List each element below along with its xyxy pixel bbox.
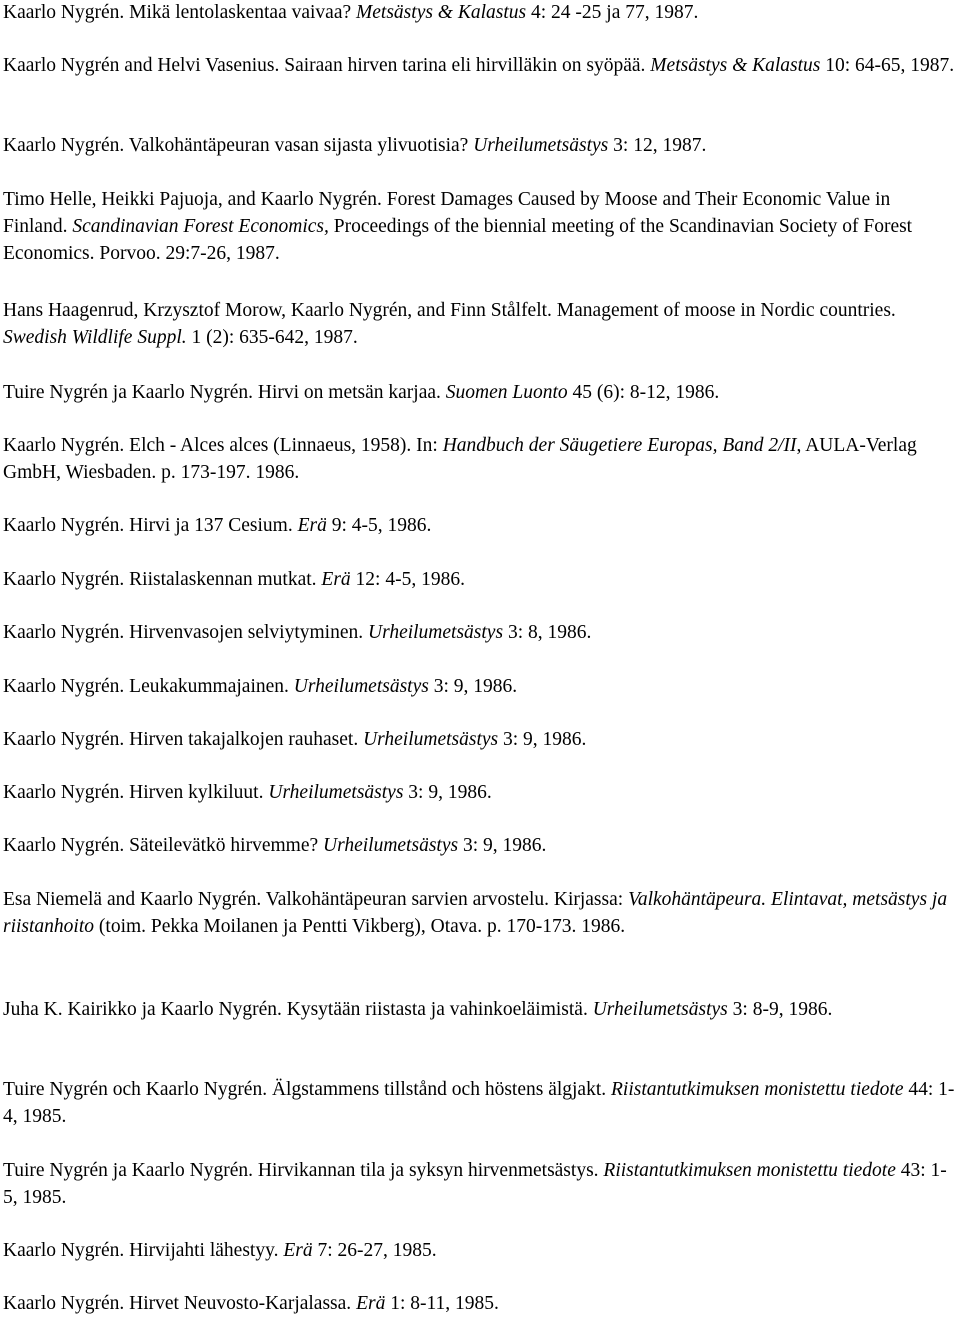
ref-segment: Tuire Nygrén ja Kaarlo Nygrén. Hirvi on metsän karjaa. <box>3 382 446 403</box>
ref-segment: Esa Niemelä and Kaarlo Nygrén. Valkohäntäpeuran sarvien arvostelu. Kirjassa: <box>3 889 629 910</box>
ref-segment: 44: 1-4, 1985. <box>3 1079 955 1127</box>
reference-entry <box>3 52 958 79</box>
ref-segment-journal: Erä <box>321 569 351 590</box>
ref-segment-book-title: Valkohäntäpeura. Elintavat, metsästys ja riistanhoito <box>3 889 948 937</box>
reference-entry <box>3 619 958 646</box>
ref-segment: 1 (2): 635-642, 1987. <box>186 327 358 348</box>
reference-entry <box>3 132 958 159</box>
ref-segment: Kaarlo Nygrén. Hirvet Neuvosto-Karjalassa. <box>3 1293 357 1314</box>
reference-entry <box>3 996 958 1023</box>
reference-entry <box>3 512 958 539</box>
reference-entry <box>3 832 958 859</box>
ref-segment: Kaarlo Nygrén. Mikä lentolaskentaa vaivaa? <box>3 2 357 23</box>
reference-entry <box>3 673 958 700</box>
ref-segment: 3: 9, 1986. <box>428 676 518 697</box>
ref-segment-journal: Metsästys & Kalastus <box>650 55 821 76</box>
ref-segment: Kaarlo Nygrén. Hirvijahti lähestyy. <box>3 1240 284 1261</box>
ref-segment-journal: Urheilumetsästys <box>363 729 499 750</box>
reference-entry <box>3 886 958 940</box>
ref-segment: 3: 9, 1986. <box>458 835 547 856</box>
ref-segment-journal: Urheilumetsästys <box>293 676 429 697</box>
ref-segment: 3: 8-9, 1986. <box>727 999 833 1020</box>
ref-segment: 7: 26-27, 1985. <box>312 1240 437 1261</box>
ref-segment: Proceedings of the biennial meeting of the Scandinavian Society of Forest Economics. Porvoo. 29:7-26, 1987. <box>3 216 913 264</box>
ref-segment-journal: Metsästys & Kalastus <box>356 2 527 23</box>
ref-segment: Kaarlo Nygrén. Hirvenvasojen selviytyminen. <box>3 622 368 643</box>
ref-segment-journal: Urheilumetsästys <box>473 135 609 156</box>
ref-segment-journal: Swedish Wildlife Suppl. <box>3 327 187 348</box>
ref-segment: 3: 12, 1987. <box>608 135 707 156</box>
reference-entry <box>3 779 958 806</box>
ref-segment: 4: 24 -25 ja 77, 1987. <box>526 2 699 23</box>
ref-segment: 43: 1-5, 1985. <box>3 1160 947 1208</box>
ref-segment: Kaarlo Nygrén. Riistalaskennan mutkat. <box>3 569 322 590</box>
ref-segment: Kaarlo Nygrén. Elch - Alces alces (Linnaeus, 1958). In: <box>3 435 443 456</box>
reference-entry <box>3 1290 958 1317</box>
ref-segment: Kaarlo Nygrén. Hirvi ja 137 Cesium. <box>3 515 298 536</box>
ref-segment: (toim. Pekka Moilanen ja Pentti Vikberg), Otava. p. 170-173. 1986. <box>94 916 626 937</box>
ref-segment: Kaarlo Nygrén. Hirven kylkiluut. <box>3 782 269 803</box>
ref-segment: Kaarlo Nygrén. Leukakummajainen. <box>3 676 294 697</box>
ref-segment: Kaarlo Nygrén. Valkohäntäpeuran vasan sijasta ylivuotisia? <box>3 135 474 156</box>
ref-segment: 9: 4-5, 1986. <box>326 515 432 536</box>
ref-segment-journal: Urheilumetsästys <box>323 835 459 856</box>
ref-segment: Hans Haagenrud, Krzysztof Morow, Kaarlo Nygrén, and Finn Stålfelt. Management of moose in Nordic countries. <box>3 300 896 321</box>
reference-entry <box>3 726 958 753</box>
ref-segment: 3: 9, 1986. <box>403 782 492 803</box>
ref-segment: Timo Helle, Heikki Pajuoja, and Kaarlo Nygrén. Forest Damages Caused by Moose and Their Economic Value in Finland. <box>3 189 891 237</box>
ref-segment: Kaarlo Nygrén. Hirven takajalkojen rauhaset. <box>3 729 364 750</box>
reference-entry <box>3 1237 958 1264</box>
ref-segment-journal: Urheilumetsästys <box>592 999 728 1020</box>
ref-segment-journal: Handbuch der Säugetiere Europas, Band 2/II <box>442 435 797 456</box>
ref-segment: Juha K. Kairikko ja Kaarlo Nygrén. Kysytään riistasta ja vahinkoeläimistä. <box>3 999 593 1020</box>
ref-segment-journal: Erä <box>297 515 327 536</box>
ref-segment: Tuire Nygrén ja Kaarlo Nygrén. Hirvikannan tila ja syksyn hirvenmetsästys. <box>3 1160 604 1181</box>
reference-entry <box>3 297 958 351</box>
ref-segment: , AULA-Verlag GmbH, Wiesbaden. p. 173-197. 1986. <box>3 435 917 483</box>
reference-entry <box>3 1076 958 1130</box>
ref-segment-journal: Urheilumetsästys <box>268 782 404 803</box>
ref-segment: 3: 9, 1986. <box>498 729 587 750</box>
ref-segment-journal: Erä <box>283 1240 313 1261</box>
reference-entry <box>3 379 958 406</box>
ref-segment: Kaarlo Nygrén and Helvi Vasenius. Sairaan hirven tarina eli hirvilläkin on syöpää. <box>3 55 651 76</box>
ref-segment: Tuire Nygrén och Kaarlo Nygrén. Älgstammens tillstånd och höstens älgjakt. <box>3 1079 612 1100</box>
reference-entry <box>3 1157 958 1211</box>
ref-segment-journal: Riistantutkimuksen monistettu tiedote <box>611 1079 904 1100</box>
ref-segment-journal: Riistantutkimuksen monistettu tiedote <box>603 1160 896 1181</box>
reference-entry <box>3 566 958 593</box>
reference-entry <box>3 0 958 26</box>
ref-segment-journal: Scandinavian Forest Economics, <box>72 216 329 237</box>
ref-segment: 45 (6): 8-12, 1986. <box>567 382 720 403</box>
reference-entry <box>3 432 958 486</box>
ref-segment: 12: 4-5, 1986. <box>350 569 465 590</box>
reference-entry <box>3 186 958 267</box>
ref-segment-journal: Erä <box>356 1293 386 1314</box>
ref-segment: 10: 64-65, 1987. <box>820 55 955 76</box>
ref-segment: Kaarlo Nygrén. Säteilevätkö hirvemme? <box>3 835 324 856</box>
ref-segment: 1: 8-11, 1985. <box>385 1293 499 1314</box>
ref-segment-journal: Suomen Luonto <box>445 382 568 403</box>
ref-segment: 3: 8, 1986. <box>503 622 592 643</box>
ref-segment-journal: Urheilumetsästys <box>368 622 504 643</box>
